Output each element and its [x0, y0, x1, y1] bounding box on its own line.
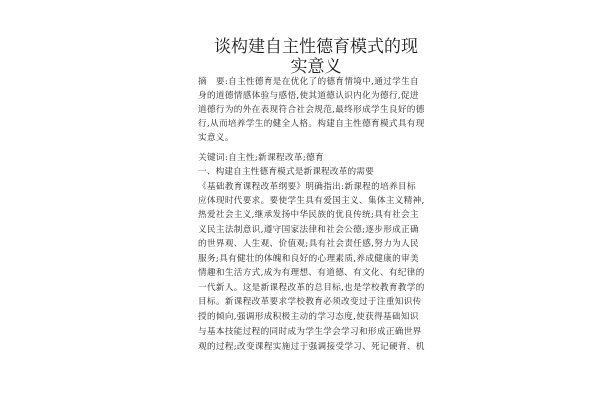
body-line: 观的过程;改变课程实施过于强调接受学习、死记硬背、机 — [198, 342, 425, 352]
abstract-line: 摘 要:自主性德育是在优化了的德育情境中,通过学生自 — [198, 77, 419, 87]
body-line: 服务;具有健壮的体魄和良好的心理素质,养成健康的审美 — [198, 254, 419, 264]
abstract-line: 行,从而培养学生的健全人格。构建自主性德育模式具有现 — [198, 119, 425, 129]
body-line: 的世界观、人生观、价值观;具有社会责任感,努力为人民 — [198, 239, 419, 249]
abstract-line: 道德行为的外在表现符合社会规范,最终形成学生良好的德 — [198, 105, 425, 115]
abstract-line: 实意义。 — [198, 133, 234, 143]
body-line: 一代新人。这是新课程改革的总目标,也是学校教育教学的 — [198, 283, 425, 293]
body-line: 《基础教育课程改革纲要》明确指出:新课程的培养目标 — [198, 182, 416, 192]
keywords-line: 关键词:自主性;新课程改革;德育 — [198, 153, 325, 163]
body-line: 目标。新课程改革要求学校教育必须改变过于注重知识传 — [198, 297, 422, 307]
body-line: 热爱社会主义,继承发扬中华民族的优良传统;具有社会主 — [198, 210, 419, 220]
body-line: 应体现时代要求。要使学生具有爱国主义、集体主义精神, — [198, 196, 425, 206]
body-line: 与基本技能过程的同时成为学生学会学习和形成正确世界 — [198, 327, 422, 337]
document-title-line-2: 实意义 — [290, 57, 342, 77]
body-line: 义民主法制意识,遵守国家法律和社会公德;逐步形成正确 — [198, 225, 419, 235]
body-line: 授的倾向,强调形成积极主动的学习态度,使获得基础知识 — [198, 312, 419, 322]
document-title-line-1: 谈构建自主性德育模式的现 — [214, 37, 418, 57]
section-heading: 一、构建自主性德育模式是新课程改革的需要 — [198, 167, 374, 177]
abstract-line: 身的道德情感体验与感悟,使其道德认识内化为德行,促进 — [198, 91, 419, 101]
body-line: 情趣和生活方式,成为有理想、有道德、有文化、有纪律的 — [198, 268, 425, 278]
